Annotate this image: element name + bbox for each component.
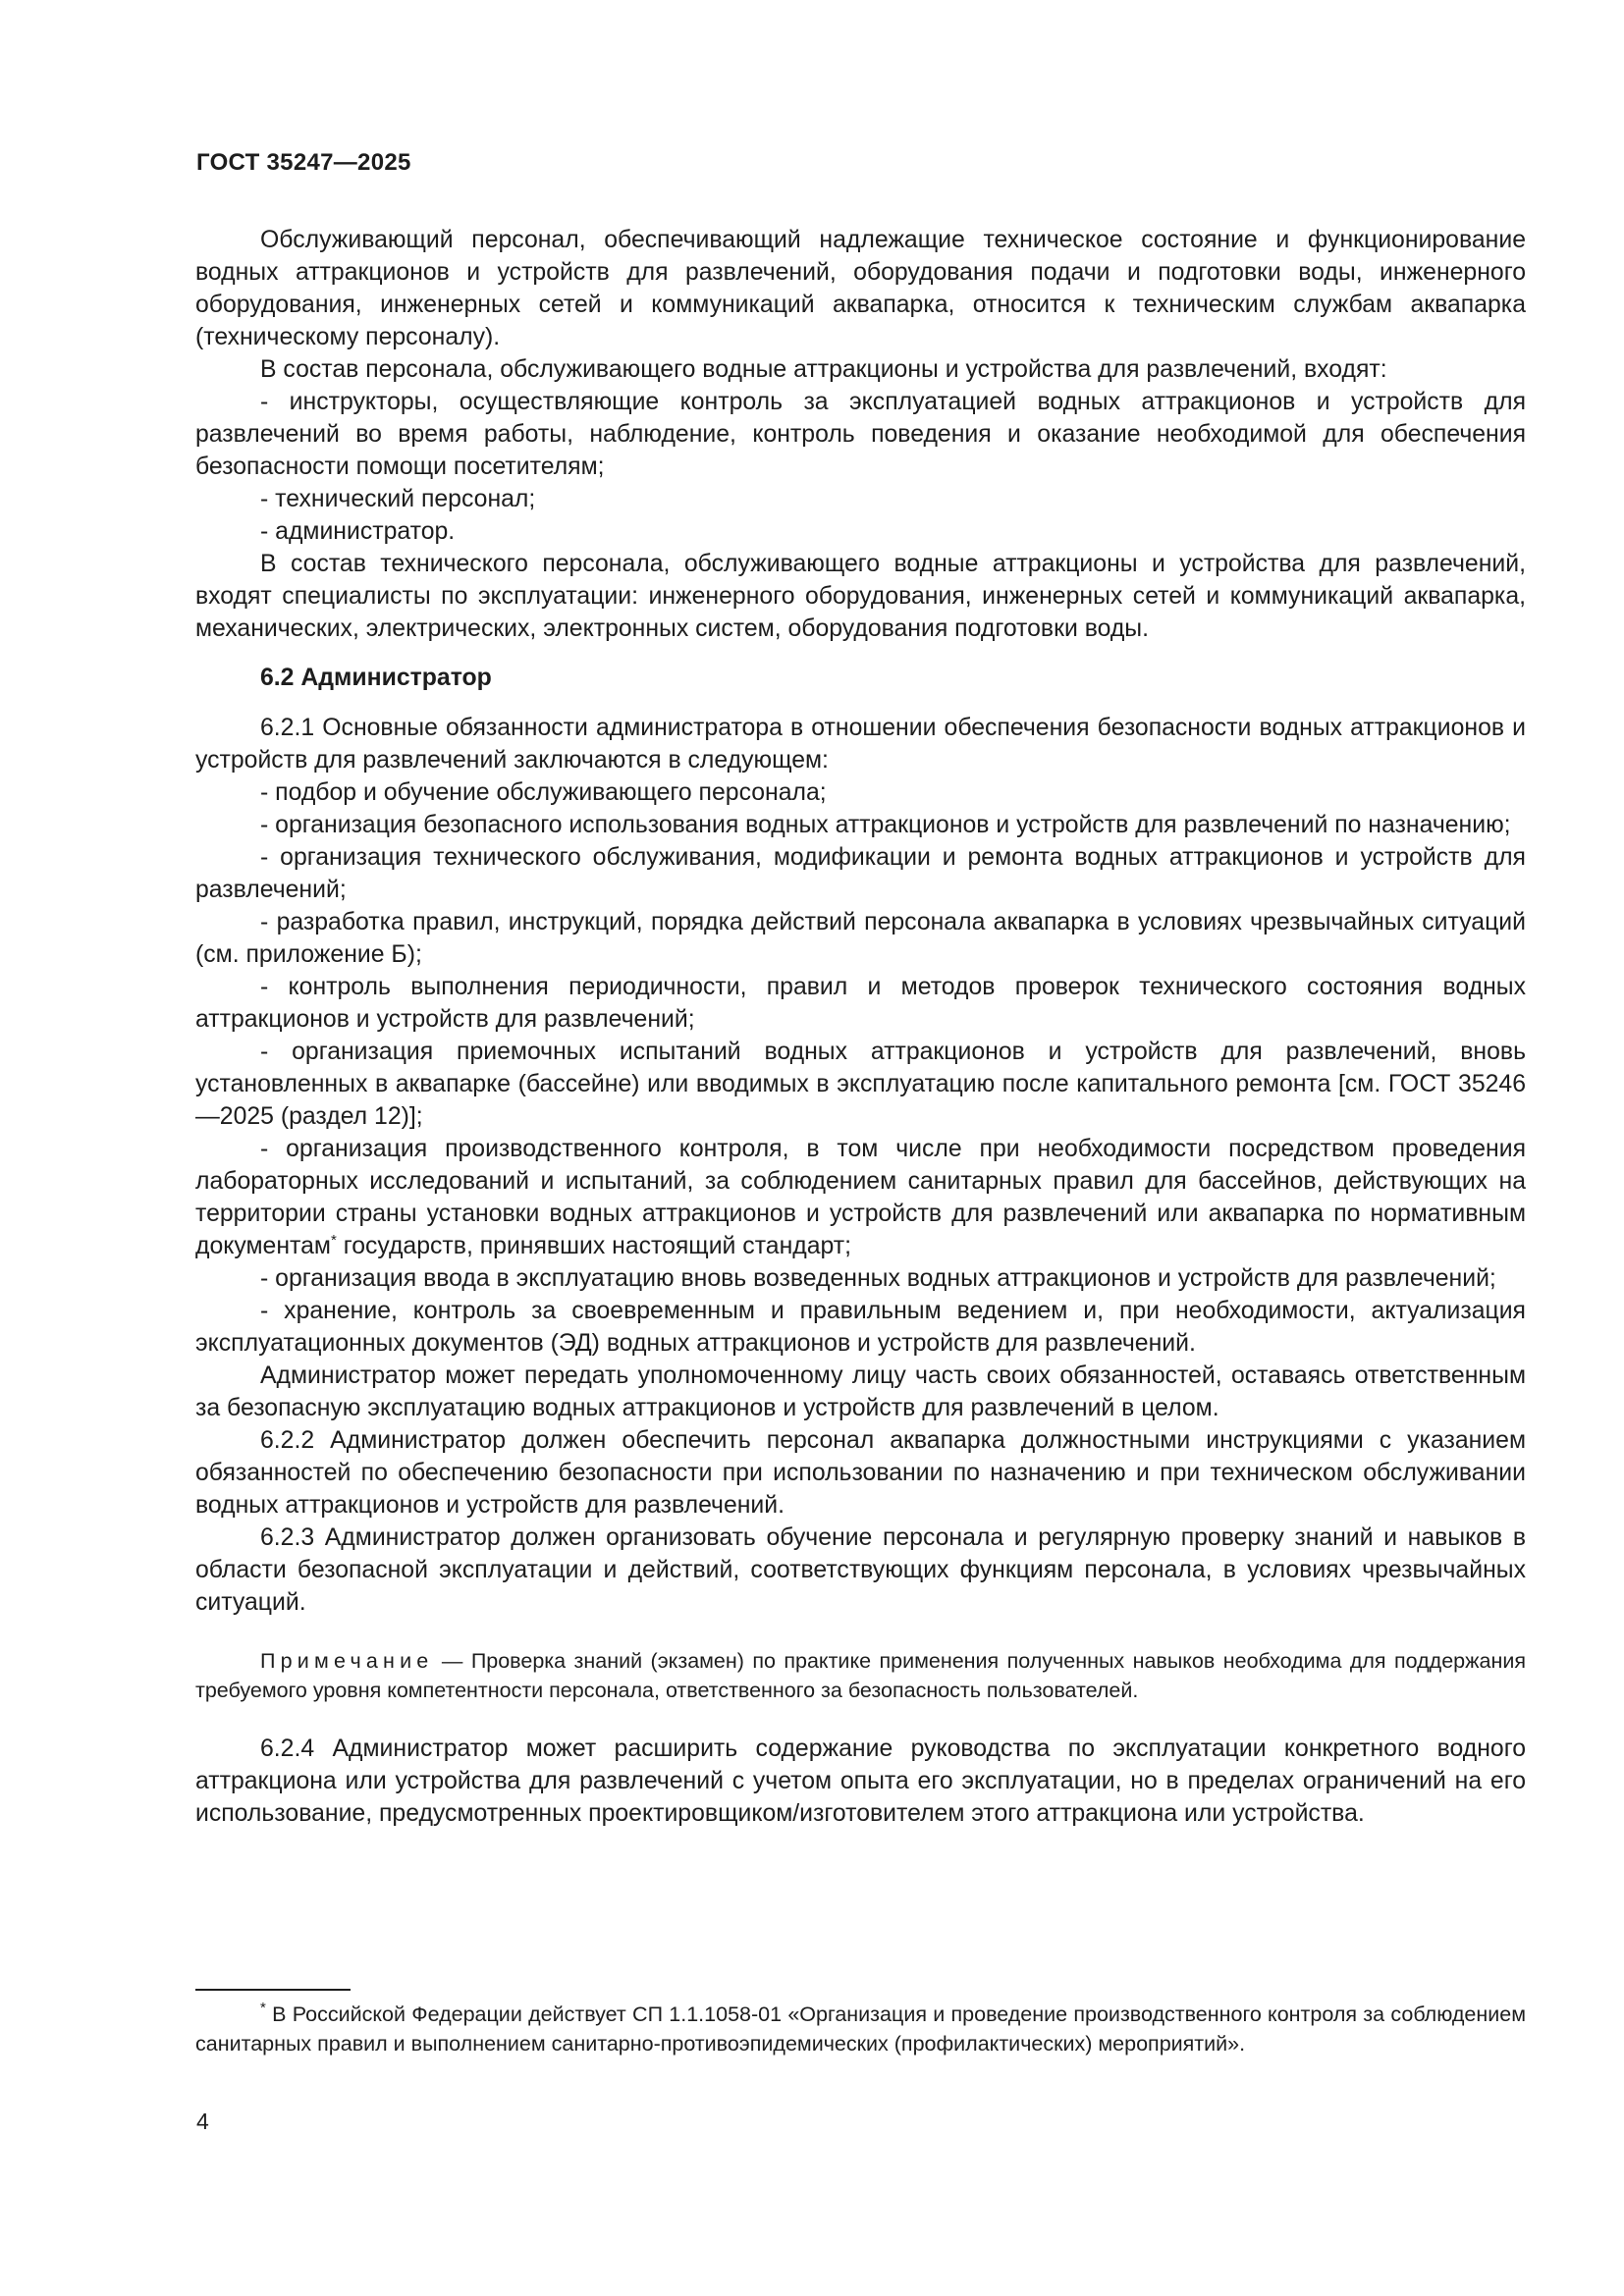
paragraph: В состав персонала, обслуживающего водные аттракционы и устройства для развлечений, входят: bbox=[260, 356, 1387, 383]
clause-6-2-4: 6.2.4 Администратор может расширить содержание руководства по эксплуатации конкретного водного аттракциона или устройства для развлечений с учетом опыта его эксплуатации, но в пределах ограничений на его использование, предусмотренных проектировщиком/изготовителем этого аттракциона или устройства. bbox=[195, 1735, 1526, 1827]
note-label: Примечание bbox=[260, 1649, 434, 1673]
footnote-marker: * bbox=[260, 2000, 266, 2016]
clause-6-2-1-intro: 6.2.1 Основные обязанности администратора в отношении обеспечения безопасности водных аттракционов и устройств для развлечений заключаются в следующем: bbox=[195, 715, 1526, 774]
list-item-text: - организация производственного контроля, в том числе при необходимости посредством проведения лабораторных исследований и испытаний, за соблюдением санитарных правил для бассейнов, действующих на территории страны установки водных аттракционов и устройств для развлечений или аквапарка по нормативным документам bbox=[195, 1136, 1526, 1259]
list-item: - администратор. bbox=[260, 518, 456, 545]
list-item: - технический персонал; bbox=[260, 486, 536, 512]
list-item: - инструкторы, осуществляющие контроль за эксплуатацией водных аттракционов и устройств для развлечений во время работы, наблюдение, контроль поведения и оказание необходимой для обеспечения безопасности помощи посетителям; bbox=[195, 389, 1526, 480]
list-item: - организация ввода в эксплуатацию вновь возведенных водных аттракционов и устройств для развлечений; bbox=[260, 1265, 1496, 1292]
clause-6-2-3: 6.2.3 Администратор должен организовать обучение персонала и регулярную проверку знаний и навыков в области безопасной эксплуатации и действий, соответствующих функциям персонала, в условиях чрезвычайных ситуаций. bbox=[195, 1524, 1526, 1616]
list-item: - разработка правил, инструкций, порядка действий персонала аквапарка в условиях чрезвычайных ситуаций (см. приложение Б); bbox=[195, 909, 1526, 968]
list-item: - хранение, контроль за своевременным и правильным ведением и, при необходимости, актуализация эксплуатационных документов (ЭД) водных аттракционов и устройств для развлечений. bbox=[195, 1298, 1526, 1357]
note-text: — Проверка знаний (экзамен) по практике применения полученных навыков необходима для поддержания требуемого уровня компетентности персонала, ответственного за безопасность пользователей. bbox=[195, 1649, 1526, 1702]
list-item-footnoted bbox=[195, 1133, 1526, 1262]
section-heading: 6.2 Администратор bbox=[260, 665, 492, 691]
clause-6-2-2: 6.2.2 Администратор должен обеспечить персонал аквапарка должностными инструкциями с указанием обязанностей по обеспечению безопасности при использовании по назначению и при техническом обслуживании водных аттракционов и устройств для развлечений. bbox=[195, 1427, 1526, 1519]
footnote-reference: * bbox=[330, 1232, 337, 1249]
paragraph: Обслуживающий персонал, обеспечивающий надлежащие техническое состояние и функционирование водных аттракционов и устройств для развлечений, оборудования подачи и подготовки воды, инженерного оборудования, инженерных сетей и коммуникаций аквапарка, относится к техническим службам аквапарка (техническому персоналу). bbox=[195, 227, 1526, 350]
note bbox=[195, 1646, 1526, 1705]
paragraph: Администратор может передать уполномоченному лицу часть своих обязанностей, оставаясь ответственным за безопасную эксплуатацию водных аттракционов и устройств для развлечений в целом. bbox=[195, 1362, 1526, 1421]
page-number: 4 bbox=[196, 2109, 209, 2134]
list-item: - контроль выполнения периодичности, правил и методов проверок технического состояния водных аттракционов и устройств для развлечений; bbox=[195, 974, 1526, 1033]
document-body bbox=[195, 224, 1526, 1830]
list-item: - организация приемочных испытаний водных аттракционов и устройств для развлечений, вновь установленных в аквапарке (бассейне) или вводимых в эксплуатацию после капитального ремонта [см. ГОСТ 35246—2025 (раздел 12)]; bbox=[195, 1039, 1526, 1130]
footnote-text: В Российской Федерации действует СП 1.1.1058-01 «Организация и проведение производственного контроля за соблюдением санитарных правил и выполнением санитарно-противоэпидемических (профилактических) мероприятий». bbox=[195, 2002, 1526, 2056]
footnote bbox=[195, 2000, 1526, 2058]
document-header: ГОСТ 35247—2025 bbox=[196, 149, 411, 176]
list-item: - подбор и обучение обслуживающего персонала; bbox=[260, 779, 827, 806]
paragraph: В состав технического персонала, обслуживающего водные аттракционы и устройства для развлечений, входят специалисты по эксплуатации: инженерного оборудования, инженерных сетей и коммуникаций аквапарка, механических, электрических, электронных систем, оборудования подготовки воды. bbox=[195, 551, 1526, 642]
list-item: - организация технического обслуживания, модификации и ремонта водных аттракционов и устройств для развлечений; bbox=[195, 844, 1526, 903]
list-item-text: государств, принявших настоящий стандарт; bbox=[336, 1233, 852, 1259]
list-item: - организация безопасного использования водных аттракционов и устройств для развлечений по назначению; bbox=[260, 812, 1511, 838]
footnote-separator bbox=[195, 1989, 351, 1991]
